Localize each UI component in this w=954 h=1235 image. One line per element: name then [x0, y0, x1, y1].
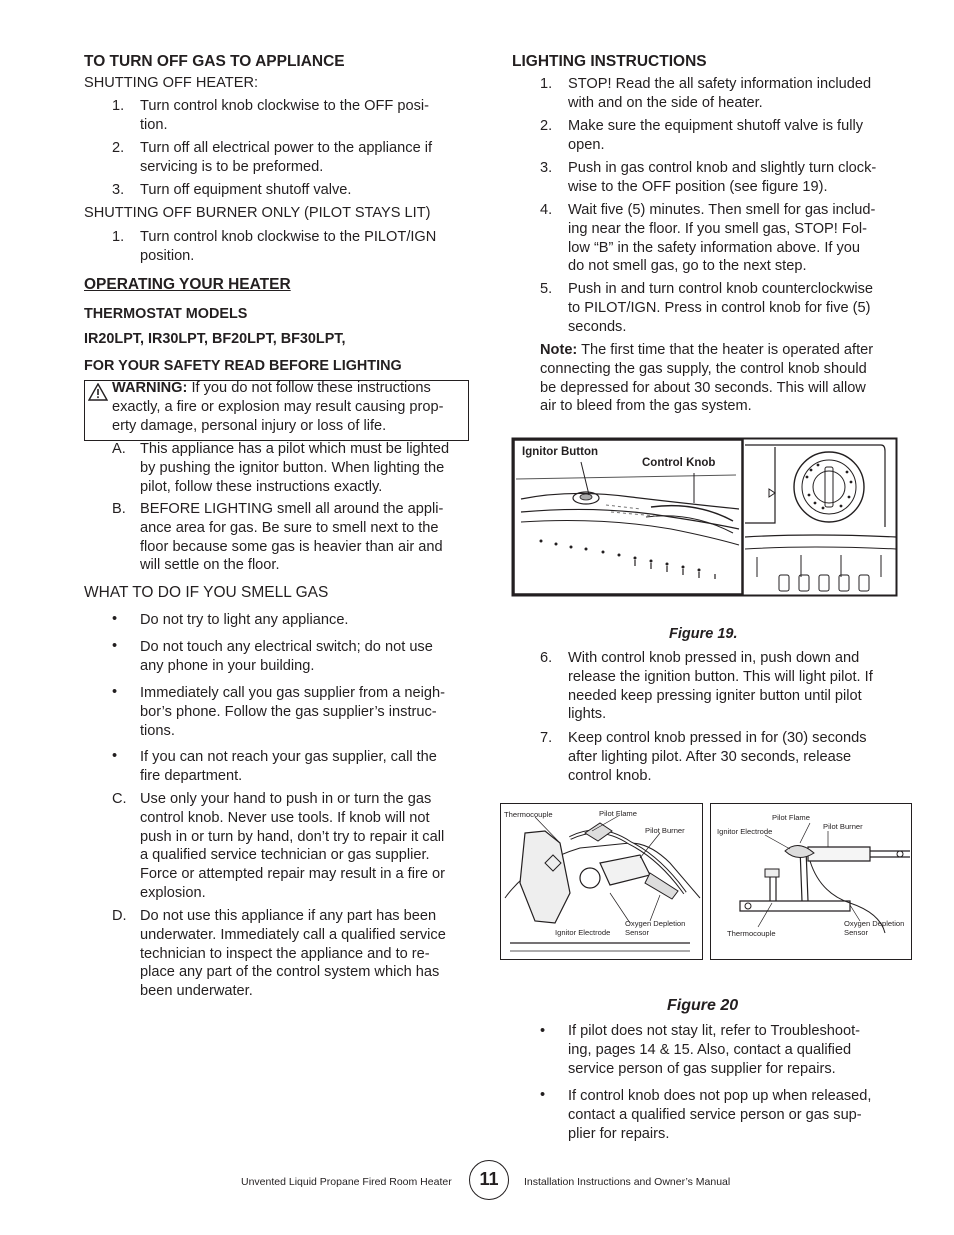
- lighting-heading: LIGHTING INSTRUCTIONS: [512, 53, 707, 70]
- lettered-step-label: B.: [112, 501, 126, 517]
- warning-label: WARNING:: [112, 380, 188, 396]
- burner-step-number: 1.: [112, 229, 125, 245]
- lettered-step-label: A.: [112, 441, 126, 457]
- lighting-step-number: 7.: [540, 730, 553, 746]
- lighting-step-text: Push in gas control knob and slightly turn clock- wise to the OFF position (see figure 19).: [568, 160, 877, 195]
- bullet-symbol: •: [112, 611, 118, 627]
- fig20-left-pilot-flame-label: Pilot Flame: [599, 809, 637, 818]
- shutting-off-burner-label: SHUTTING OFF BURNER ONLY (PILOT STAYS LIT): [84, 205, 431, 221]
- lighting-step-text: STOP! Read the all safety information included with and on the side of heater.: [568, 76, 872, 111]
- fig20-right-oxygen-sensor-label: Oxygen Depletion Sensor: [844, 919, 905, 937]
- fig20-left-oxygen-sensor-label: Oxygen Depletion Sensor: [625, 919, 686, 937]
- lettered-step-label: D.: [112, 908, 127, 924]
- fig20-left-pilot-burner-label: Pilot Burner: [645, 826, 685, 835]
- fig20-left-ignitor-electrode-label: Ignitor Electrode: [555, 928, 611, 937]
- final-bullet-symbol: •: [540, 1023, 546, 1039]
- lighting-step-text: With control knob pressed in, push down and release the ignition button. This will light pilot. If needed keep pressing igniter button until pilot lights.: [568, 650, 873, 723]
- final-bullet-text: If pilot does not stay lit, refer to Troubleshoot- ing, pages 14 & 15. Also, contact a qualified service person of gas supplier for repairs.: [568, 1023, 861, 1077]
- bullet-text: Do not touch any electrical switch; do not use any phone in your building.: [140, 639, 433, 674]
- bullet-symbol: •: [112, 684, 118, 700]
- safety-heading: FOR YOUR SAFETY READ BEFORE LIGHTING: [84, 358, 402, 374]
- lettered-step-text: Do not use this appliance if any part has been underwater. Immediately call a qualified service technician to inspect the appliance and to re- place any part of the control system which has been underwater.: [140, 908, 446, 1000]
- lighting-step-number: 2.: [540, 118, 553, 134]
- figure-19-caption: Figure 19.: [669, 626, 738, 642]
- heater-step-number: 2.: [112, 140, 125, 156]
- lighting-step-text: Wait five (5) minutes. Then smell for gas includ- ing near the floor. If you smell gas, STOP! Fol- low “B” in the safety information above. If you do not smell gas, go to the next step.: [568, 202, 876, 275]
- heater-step-number: 1.: [112, 98, 125, 114]
- fig20-left-thermocouple-label: Thermocouple: [504, 810, 553, 819]
- warning-text: WARNING: If you do not follow these instructions: [112, 380, 431, 396]
- burner-step-text: Turn control knob clockwise to the PILOT/IGN position.: [140, 229, 437, 264]
- smell-gas-heading: WHAT TO DO IF YOU SMELL GAS: [84, 584, 329, 601]
- shutting-off-heater-label: SHUTTING OFF HEATER:: [84, 75, 259, 91]
- fig20-right-pilot-flame-label: Pilot Flame: [772, 813, 810, 822]
- lighting-step-text: Keep control knob pressed in for (30) seconds after lighting pilot. After 30 seconds, release control knob.: [568, 730, 867, 784]
- final-bullet-text: If control knob does not pop up when released, contact a qualified service person or gas sup- plier for repairs.: [568, 1088, 872, 1142]
- thermostat-models-heading: THERMOSTAT MODELS: [84, 306, 248, 322]
- note-paragraph: Note: The first time that the heater is operated after connecting the gas supply, the control knob should be depressed for about 30 seconds. This will allow air to bleed from the gas system.: [540, 342, 874, 415]
- lighting-step-text: Push in and turn control knob counterclockwise to PILOT/IGN. Press in control knob for five (5) seconds.: [568, 281, 874, 335]
- control-knob-label: Control Knob: [642, 457, 716, 469]
- warning-triangle-icon: [88, 383, 108, 401]
- bullet-text: Do not try to light any appliance.: [140, 612, 349, 628]
- operating-heading: OPERATING YOUR HEATER: [84, 276, 291, 293]
- lighting-step-number: 6.: [540, 650, 553, 666]
- footer-right-text: Installation Instructions and Owner’s Manual: [524, 1176, 731, 1188]
- lettered-step-label: C.: [112, 791, 127, 807]
- bullet-symbol: •: [112, 748, 118, 764]
- final-bullet-symbol: •: [540, 1087, 546, 1103]
- fig20-right-pilot-burner-label: Pilot Burner: [823, 822, 863, 831]
- heater-step-text: Turn off equipment shutoff valve.: [140, 182, 352, 198]
- gas-off-heading: TO TURN OFF GAS TO APPLIANCE: [84, 53, 345, 70]
- heater-step-number: 3.: [112, 182, 125, 198]
- lighting-step-number: 5.: [540, 281, 553, 297]
- fig20-right-ignitor-electrode-label: Ignitor Electrode: [717, 827, 773, 836]
- lettered-step-text: This appliance has a pilot which must be lighted by pushing the ignitor button. When lighting the pilot, follow these instructions exactly.: [140, 441, 450, 495]
- bullet-text: Immediately call you gas supplier from a neigh- bor’s phone. Follow the gas supplier’s instruc- tions.: [140, 685, 445, 739]
- footer-left-text: Unvented Liquid Propane Fired Room Heater: [241, 1176, 452, 1188]
- lighting-step-number: 1.: [540, 76, 553, 92]
- figure-20-caption: Figure 20: [667, 997, 739, 1014]
- heater-step-text: Turn off all electrical power to the appliance if servicing is to be preformed.: [140, 140, 433, 175]
- bullet-symbol: •: [112, 638, 118, 654]
- lighting-step-text: Make sure the equipment shutoff valve is fully open.: [568, 118, 864, 153]
- fig20-right-thermocouple-label: Thermocouple: [727, 929, 776, 938]
- bullet-text: If you can not reach your gas supplier, call the fire department.: [140, 749, 437, 784]
- heater-step-text: Turn control knob clockwise to the OFF posi- tion.: [140, 98, 430, 133]
- lighting-step-number: 4.: [540, 202, 553, 218]
- lighting-step-number: 3.: [540, 160, 553, 176]
- page-number: 11: [469, 1160, 509, 1200]
- lettered-step-text: BEFORE LIGHTING smell all around the appli- ance area for gas. Be sure to smell next to the floor because some gas is heavier than air and will settle on the floor.: [140, 501, 444, 574]
- lettered-step-text: Use only your hand to push in or turn the gas control knob. Never use tools. If knob will not push in or turn by hand, don’t try to repair it call a qualified service technician or gas supplier. Force or attempted repair may result in a fire or explosion.: [140, 791, 445, 901]
- warning-text-cont: exactly, a fire or explosion may result causing prop- erty damage, personal injury or loss of life.: [112, 399, 444, 434]
- model-list: IR20LPT, IR30LPT, BF20LPT, BF30LPT,: [84, 331, 346, 347]
- note-label: Note:: [540, 342, 578, 358]
- ignitor-button-label: Ignitor Button: [522, 446, 599, 458]
